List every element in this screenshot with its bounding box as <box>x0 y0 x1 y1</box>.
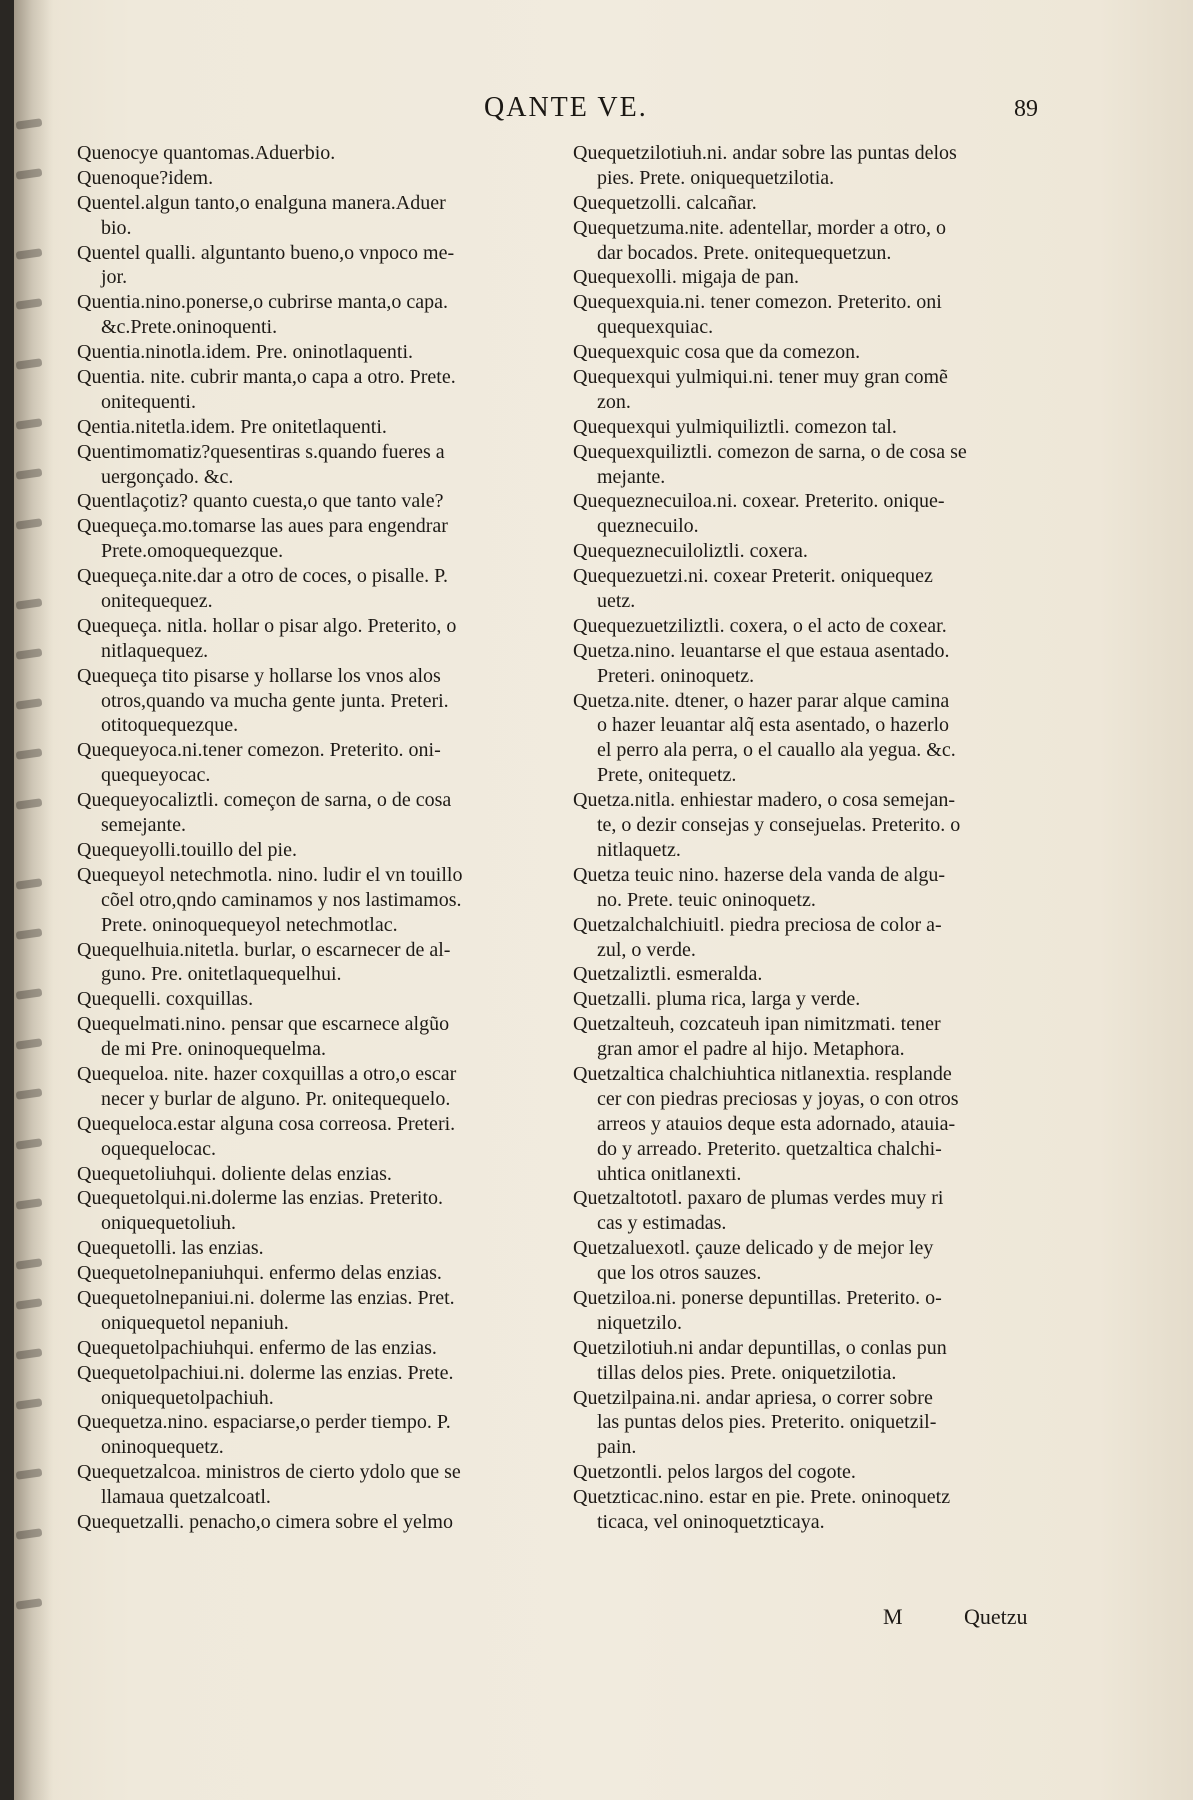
dictionary-line: onitequenti. <box>101 390 196 413</box>
dictionary-line: el perro ala perra, o el cauallo ala yegua. &c. <box>597 739 956 762</box>
dictionary-line: oniquequetol nepaniuh. <box>101 1311 289 1334</box>
dictionary-line: Quetzilpaina.ni. andar apriesa, o correr sobre <box>573 1386 933 1409</box>
dictionary-line: Quequeloca.estar alguna cosa correosa. Preteri. <box>77 1112 456 1135</box>
dictionary-line: Quequexquic cosa que da comezon. <box>573 341 861 364</box>
dictionary-line: Quequeyol netechmotla. nino. ludir el vn touillo <box>77 863 463 886</box>
dictionary-line: Quequezuetziliztli. coxera, o el acto de coxear. <box>573 614 947 637</box>
dictionary-line: cas y estimadas. <box>597 1212 727 1235</box>
dictionary-line: Quetzaluexotl. çauze delicado y de mejor ley <box>573 1237 934 1260</box>
dictionary-line: Quequeloa. nite. hazer coxquillas a otro,o escar <box>77 1062 457 1085</box>
dictionary-line: Quetzilotiuh.ni andar depuntillas, o conlas pun <box>573 1336 947 1359</box>
dictionary-line: otitoquequezque. <box>101 714 239 737</box>
dictionary-line: semejante. <box>101 814 186 837</box>
dictionary-line: dar bocados. Prete. onitequequetzun. <box>597 241 892 264</box>
dictionary-line: no. Prete. teuic oninoquetz. <box>597 888 816 911</box>
dictionary-line: quequeyocac. <box>101 764 211 787</box>
dictionary-line: cõel otro,qndo caminamos y nos lastimamos. <box>101 888 462 911</box>
dictionary-line: Quequeyolli.touillo del pie. <box>77 838 297 861</box>
dictionary-line: Quentia. nite. cubrir manta,o capa a otro. Prete. <box>77 366 456 389</box>
dictionary-line: Quentia.nino.ponerse,o cubrirse manta,o capa. <box>77 291 448 314</box>
dictionary-line: Quequeyocaliztli. começon de sarna, o de cosa <box>77 789 452 812</box>
dictionary-line: uergonçado. &c. <box>101 465 234 488</box>
dictionary-line: Quequelhuia.nitetla. burlar, o escarnecer de al- <box>77 938 451 961</box>
dictionary-line: tillas delos pies. Prete. oniquetzilotia. <box>597 1361 897 1384</box>
left-column <box>77 141 557 1535</box>
dictionary-line: Quetza.nitla. enhiestar madero, o cosa semejan- <box>573 789 956 812</box>
dictionary-line: Quequetzalli. penacho,o cimera sobre el yelmo <box>77 1510 453 1533</box>
dictionary-line: las puntas delos pies. Preterito. oniquetzil- <box>597 1411 937 1434</box>
right-column <box>573 141 1063 1535</box>
dictionary-line: Quequetolnepaniuhqui. enfermo delas enzias. <box>77 1262 442 1285</box>
dictionary-line: Quequexqui yulmiqui.ni. tener muy gran comẽ <box>573 366 948 389</box>
dictionary-line: otros,quando va mucha gente junta. Preteri. <box>101 689 449 712</box>
dictionary-line: Quentia.ninotla.idem. Pre. oninotlaquenti. <box>77 341 414 364</box>
dictionary-line: Preteri. oninoquetz. <box>597 664 755 687</box>
dictionary-line: zul, o verde. <box>597 938 696 961</box>
dictionary-line: Quetzontli. pelos largos del cogote. <box>573 1461 856 1484</box>
dictionary-line: Quentlaçotiz? quanto cuesta,o que tanto vale? <box>77 490 444 513</box>
dictionary-line: oquequelocac. <box>101 1137 216 1160</box>
dictionary-line: bio. <box>101 216 132 239</box>
dictionary-line: Quequetolpachiuhqui. enfermo de las enzias. <box>77 1336 437 1359</box>
dictionary-line: Quequeça.nite.dar a otro de coces, o pisalle. P. <box>77 565 448 588</box>
dictionary-line: Quequeça. nitla. hollar o pisar algo. Preterito, o <box>77 614 457 637</box>
dictionary-line: uetz. <box>597 590 636 613</box>
dictionary-line: mejante. <box>597 465 666 488</box>
dictionary-line: Quequetolpachiui.ni. dolerme las enzias. Prete. <box>77 1361 454 1384</box>
dictionary-line: necer y burlar de alguno. Pr. onitequequelo. <box>101 1087 451 1110</box>
dictionary-line: Quentel qualli. alguntanto bueno,o vnpoco me- <box>77 241 455 264</box>
dictionary-line: Prete.omoquequezque. <box>101 540 284 563</box>
dictionary-line: Quequetzilotiuh.ni. andar sobre las puntas delos <box>573 142 957 164</box>
dictionary-line: cer con piedras preciosas y joyas, o con otros <box>597 1087 959 1110</box>
dictionary-line: Quequetzolli. calcañar. <box>573 191 757 214</box>
dictionary-line: Quetzalchalchiuitl. piedra preciosa de color a- <box>573 913 942 936</box>
dictionary-line: Quequeznecuiloliztli. coxera. <box>573 540 808 563</box>
dictionary-line: Quetzaltica chalchiuhtica nitlanextia. resplande <box>573 1062 952 1085</box>
dictionary-line: Quetzaltototl. paxaro de plumas verdes muy ri <box>573 1187 944 1210</box>
dictionary-line: Quequexquia.ni. tener comezon. Preterito. oni <box>573 291 942 314</box>
dictionary-line: niquetzilo. <box>597 1311 682 1334</box>
facing-page-bleed <box>16 0 46 1800</box>
dictionary-line: &c.Prete.oninoquenti. <box>101 316 278 339</box>
dictionary-line: Quequeyoca.ni.tener comezon. Preterito. oni- <box>77 739 441 762</box>
dictionary-line: oniquequetoliuh. <box>101 1212 236 1235</box>
dictionary-line: Quetza teuic nino. hazerse dela vanda de algu- <box>573 863 946 886</box>
dictionary-line: pies. Prete. oniquequetzilotia. <box>597 166 835 189</box>
dictionary-line: Quequexqui yulmiquiliztli. comezon tal. <box>573 415 897 438</box>
dictionary-line: Quetza.nino. leuantarse el que estaua asentado. <box>573 639 950 662</box>
signature-mark: M <box>883 1604 903 1629</box>
catchword: Quetzu <box>964 1604 1028 1629</box>
dictionary-line: Quenoque?idem. <box>77 166 214 189</box>
dictionary-line: nitlaquetz. <box>597 838 681 861</box>
dictionary-line: ticaca, vel oninoquetzticaya. <box>597 1510 825 1533</box>
dictionary-line: Quequexquiliztli. comezon de sarna, o de cosa se <box>573 440 967 463</box>
dictionary-line: oniquequetolpachiuh. <box>101 1386 274 1409</box>
dictionary-line: que los otros sauzes. <box>597 1262 762 1285</box>
dictionary-line: jor. <box>101 266 128 289</box>
dictionary-line: do y arreado. Preterito. quetzaltica chalchi- <box>597 1137 942 1160</box>
dictionary-line: Quequeça.mo.tomarse las aues para engendrar <box>77 515 448 538</box>
dictionary-line: Quetzticac.nino. estar en pie. Prete. oninoquetz <box>573 1486 951 1509</box>
dictionary-line: Quentimomatiz?quesentiras s.quando fueres a <box>77 440 445 463</box>
dictionary-line: Quequetzalcoa. ministros de cierto ydolo que se <box>77 1461 461 1484</box>
dictionary-line: pain. <box>597 1436 637 1459</box>
dictionary-line: quequexquiac. <box>597 316 714 339</box>
page-header <box>14 92 1193 132</box>
dictionary-line: Qentia.nitetla.idem. Pre onitetlaquenti. <box>77 415 387 438</box>
dictionary-line: Quequezuetzi.ni. coxear Preterit. oniquequez <box>573 565 933 588</box>
page-footer <box>14 1604 1193 1634</box>
book-page <box>14 0 1193 1800</box>
dictionary-line: queznecuilo. <box>597 515 699 538</box>
dictionary-line: Quequexolli. migaja de pan. <box>573 266 800 289</box>
dictionary-line: onitequequez. <box>101 590 213 613</box>
dictionary-line: Prete. oninoquequeyol netechmotlac. <box>101 913 398 936</box>
dictionary-line: arreos y atauios deque esta adornado, atauia- <box>597 1112 956 1135</box>
dictionary-line: Quequeça tito pisarse y hollarse los vnos alos <box>77 664 441 687</box>
dictionary-line: Quequeznecuiloa.ni. coxear. Preterito. onique- <box>573 490 945 513</box>
dictionary-line: Quentel.algun tanto,o enalguna manera.Aduer <box>77 191 446 214</box>
dictionary-line: uhtica onitlanexti. <box>597 1162 742 1185</box>
dictionary-line: llamaua quetzalcoatl. <box>101 1486 271 1509</box>
dictionary-line: Quetzalli. pluma rica, larga y verde. <box>573 988 861 1011</box>
dictionary-line: guno. Pre. onitetlaquequelhui. <box>101 963 342 986</box>
dictionary-line: Quequetza.nino. espaciarse,o perder tiempo. P. <box>77 1411 451 1434</box>
dictionary-line: Prete, onitequetz. <box>597 764 737 787</box>
dictionary-line: Quequelli. coxquillas. <box>77 988 254 1011</box>
dictionary-line: gran amor el padre al hijo. Metaphora. <box>597 1038 905 1061</box>
dictionary-line: Quequelmati.nino. pensar que escarnece algũo <box>77 1013 450 1036</box>
dictionary-line: Quetzaliztli. esmeralda. <box>573 963 763 986</box>
dictionary-line: Quequetolnepaniui.ni. dolerme las enzias. Pret. <box>77 1286 455 1309</box>
dictionary-line: Quequetoliuhqui. doliente delas enzias. <box>77 1162 392 1185</box>
dictionary-line: te, o dezir consejas y consejuelas. Preterito. o <box>597 814 961 837</box>
dictionary-line: oninoquequetz. <box>101 1436 224 1459</box>
running-head: QANTE VE. <box>484 92 648 123</box>
dictionary-line: Quequetolqui.ni.dolerme las enzias. Preterito. <box>77 1187 444 1210</box>
dictionary-line: Quetza.nite. dtener, o hazer parar alque camina <box>573 689 950 712</box>
dictionary-line: nitlaquequez. <box>101 639 209 662</box>
dictionary-line: o hazer leuantar alq̃ esta asentado, o hazerlo <box>597 714 950 737</box>
dictionary-line: Quequetzuma.nite. adentellar, morder a otro, o <box>573 216 946 239</box>
page-number: 89 <box>1014 96 1038 122</box>
dictionary-line: Quenocye quantomas.Aduerbio. <box>77 142 336 164</box>
dictionary-line: Quetzalteuh, cozcateuh ipan nimitzmati. tener <box>573 1013 941 1036</box>
dictionary-line: zon. <box>597 390 631 413</box>
dictionary-line: Quequetolli. las enzias. <box>77 1237 264 1260</box>
dictionary-line: de mi Pre. oninoquequelma. <box>101 1038 326 1061</box>
dictionary-line: Quetziloa.ni. ponerse depuntillas. Preterito. o- <box>573 1286 942 1309</box>
